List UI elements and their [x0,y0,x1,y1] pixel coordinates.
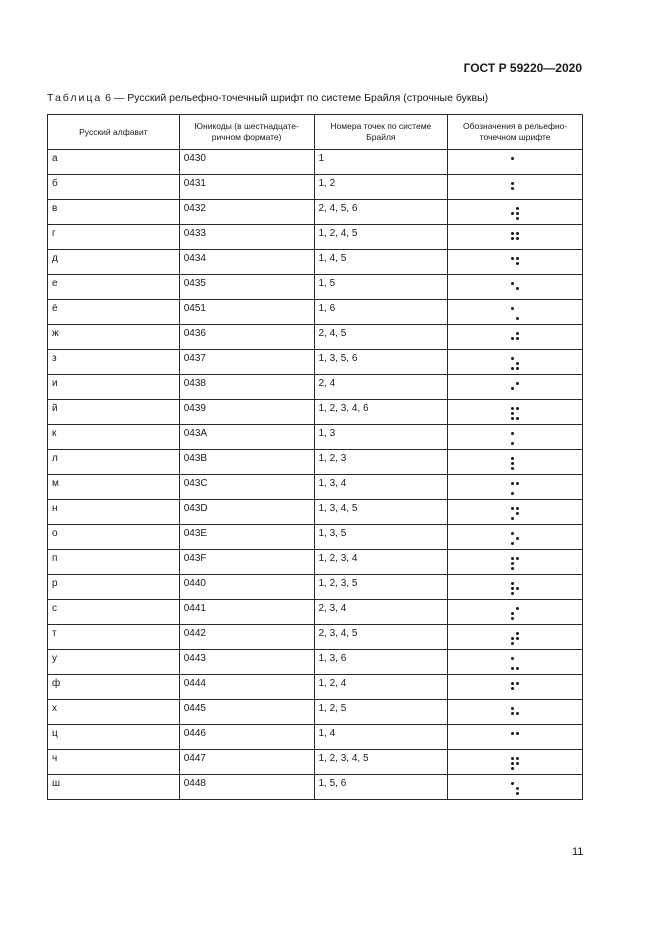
unicode-cell: 0440 [179,575,314,600]
braille-dot-6 [515,366,520,371]
dot-numbers-cell: 1, 3, 4, 5 [314,500,448,525]
table-row [48,500,583,525]
letter-cell: б [48,175,180,200]
braille-cell-icon [510,306,520,321]
table-row [48,650,583,675]
dot-numbers-cell: 2, 4, 5, 6 [314,200,448,225]
letter-cell: т [48,625,180,650]
table-row [48,600,583,625]
table-row [48,450,583,475]
page-number: 11 [572,846,584,858]
braille-dot-6 [515,191,520,196]
braille-dot-6 [515,441,520,446]
letter-cell: а [48,150,180,175]
braille-dot-6 [515,516,520,521]
dot-numbers-cell: 1, 3, 5 [314,525,448,550]
braille-dot-6 [515,641,520,646]
unicode-cell: 0451 [179,300,314,325]
table-row [48,475,583,500]
column-header-unicode: Юникоды (в шестнадцате-ричном формате) [179,115,314,150]
braille-dot-6 [515,791,520,796]
dot-numbers-cell: 1, 2, 5 [314,700,448,725]
unicode-cell: 043B [179,450,314,475]
braille-cell-icon [510,256,520,271]
table-caption-text: 6 — Русский рельефно-точечный шрифт по системе Брайля (строчные буквы) [102,92,489,104]
letter-cell: р [48,575,180,600]
braille-cell-icon [510,181,520,196]
dot-numbers-cell: 1, 4 [314,725,448,750]
unicode-cell: 0435 [179,275,314,300]
table-row [48,350,583,375]
letter-cell: к [48,425,180,450]
table-row [48,225,583,250]
unicode-cell: 0444 [179,675,314,700]
dot-numbers-cell: 1, 3 [314,425,448,450]
dot-numbers-cell: 2, 4, 5 [314,325,448,350]
braille-symbol-cell [448,325,583,350]
braille-dot-6 [515,266,520,271]
braille-symbol-cell [448,250,583,275]
braille-cell-icon [510,681,520,696]
unicode-cell: 0448 [179,775,314,800]
document-standard-number: ГОСТ Р 59220—2020 [463,61,582,75]
braille-symbol-cell [448,375,583,400]
braille-symbol-cell [448,400,583,425]
table-caption [47,92,488,104]
braille-dot-6 [515,291,520,296]
braille-symbol-cell [448,525,583,550]
braille-symbol-cell [448,775,583,800]
braille-symbol-cell [448,425,583,450]
braille-dot-6 [515,766,520,771]
table-row [48,275,583,300]
table-row [48,550,583,575]
braille-symbol-cell [448,625,583,650]
braille-cell-icon [510,481,520,496]
braille-cell-icon [510,431,520,446]
braille-symbol-cell [448,700,583,725]
dot-numbers-cell: 2, 3, 4, 5 [314,625,448,650]
unicode-cell: 0439 [179,400,314,425]
letter-cell: х [48,700,180,725]
braille-dot-6 [515,316,520,321]
unicode-cell: 043A [179,425,314,450]
table-row [48,625,583,650]
letter-cell: с [48,600,180,625]
braille-cell-icon [510,331,520,346]
unicode-cell: 0441 [179,600,314,625]
braille-cell-icon [510,356,520,371]
table-row [48,200,583,225]
braille-cell-icon [510,281,520,296]
braille-dot-6 [515,566,520,571]
braille-cell-icon [510,606,520,621]
braille-cell-icon [510,456,520,471]
letter-cell: и [48,375,180,400]
braille-symbol-cell [448,475,583,500]
table-caption-label: Таблица [47,92,103,104]
dot-numbers-cell: 1, 3, 6 [314,650,448,675]
dot-numbers-cell: 1, 2 [314,175,448,200]
letter-cell: о [48,525,180,550]
unicode-cell: 043E [179,525,314,550]
dot-numbers-cell: 1, 2, 4, 5 [314,225,448,250]
dot-numbers-cell: 1, 3, 5, 6 [314,350,448,375]
dot-numbers-cell: 1, 5, 6 [314,775,448,800]
column-header-alphabet: Русский алфавит [48,115,180,150]
table-row [48,400,583,425]
braille-symbol-cell [448,650,583,675]
braille-dot-6 [515,241,520,246]
braille-cell-icon [510,581,520,596]
letter-cell: е [48,275,180,300]
unicode-cell: 0431 [179,175,314,200]
braille-symbol-cell [448,725,583,750]
dot-numbers-cell: 1, 3, 4 [314,475,448,500]
braille-dot-6 [515,541,520,546]
braille-symbol-cell [448,600,583,625]
unicode-cell: 043D [179,500,314,525]
dot-numbers-cell: 2, 4 [314,375,448,400]
table-row [48,300,583,325]
letter-cell: у [48,650,180,675]
braille-dot-6 [515,216,520,221]
dot-numbers-cell: 1, 4, 5 [314,250,448,275]
letter-cell: л [48,450,180,475]
braille-symbol-cell [448,550,583,575]
braille-cell-icon [510,156,520,171]
braille-dot-6 [515,716,520,721]
dot-numbers-cell: 1, 2, 3, 4 [314,550,448,575]
unicode-cell: 0438 [179,375,314,400]
table-row [48,725,583,750]
table-row [48,700,583,725]
braille-dot-6 [515,616,520,621]
braille-cell-icon [510,531,520,546]
dot-numbers-cell: 1, 6 [314,300,448,325]
unicode-cell: 043C [179,475,314,500]
braille-symbol-cell [448,225,583,250]
table-row [48,250,583,275]
braille-symbol-cell [448,675,583,700]
letter-cell: н [48,500,180,525]
letter-cell: г [48,225,180,250]
letter-cell: ж [48,325,180,350]
unicode-cell: 0433 [179,225,314,250]
table-header-row [48,115,583,150]
unicode-cell: 0443 [179,650,314,675]
column-header-dot-numbers: Номера точек по системе Брайля [314,115,448,150]
dot-numbers-cell: 1, 2, 3, 4, 6 [314,400,448,425]
braille-symbol-cell [448,300,583,325]
braille-symbol-cell [448,575,583,600]
braille-cell-icon [510,781,520,796]
table-row [48,150,583,175]
table-row [48,775,583,800]
letter-cell: м [48,475,180,500]
braille-cell-icon [510,706,520,721]
braille-dot-6 [515,416,520,421]
unicode-cell: 0437 [179,350,314,375]
table-body [48,150,583,800]
braille-dot-6 [515,466,520,471]
dot-numbers-cell: 1 [314,150,448,175]
braille-symbol-cell [448,150,583,175]
letter-cell: з [48,350,180,375]
braille-symbol-cell [448,200,583,225]
letter-cell: й [48,400,180,425]
braille-cell-icon [510,556,520,571]
letter-cell: ё [48,300,180,325]
letter-cell: в [48,200,180,225]
braille-dot-6 [515,491,520,496]
braille-dot-6 [515,341,520,346]
unicode-cell: 0447 [179,750,314,775]
table-row [48,425,583,450]
table-row [48,175,583,200]
table-row [48,750,583,775]
braille-cell-icon [510,206,520,221]
dot-numbers-cell: 1, 2, 3, 4, 5 [314,750,448,775]
table-row [48,525,583,550]
braille-dot-6 [515,166,520,171]
unicode-cell: 0446 [179,725,314,750]
unicode-cell: 0434 [179,250,314,275]
braille-cell-icon [510,506,520,521]
unicode-cell: 0432 [179,200,314,225]
dot-numbers-cell: 2, 3, 4 [314,600,448,625]
letter-cell: п [48,550,180,575]
braille-cell-icon [510,656,520,671]
braille-cell-icon [510,406,520,421]
braille-symbol-cell [448,350,583,375]
braille-cell-icon [510,631,520,646]
table-row [48,675,583,700]
dot-numbers-cell: 1, 2, 4 [314,675,448,700]
braille-dot-6 [515,741,520,746]
letter-cell: ч [48,750,180,775]
dot-numbers-cell: 1, 2, 3 [314,450,448,475]
braille-symbol-cell [448,450,583,475]
letter-cell: ш [48,775,180,800]
braille-dot-6 [515,691,520,696]
letter-cell: д [48,250,180,275]
braille-symbol-cell [448,175,583,200]
braille-symbol-cell [448,750,583,775]
unicode-cell: 043F [179,550,314,575]
braille-dot-6 [515,391,520,396]
braille-cell-icon [510,756,520,771]
column-header-braille-symbol: Обозначения в рельефно-точечном шрифте [448,115,583,150]
braille-dot-6 [515,666,520,671]
braille-cell-icon [510,731,520,746]
table-row [48,325,583,350]
table-row [48,575,583,600]
braille-symbol-cell [448,275,583,300]
braille-symbol-cell [448,500,583,525]
braille-dot-6 [515,591,520,596]
dot-numbers-cell: 1, 2, 3, 5 [314,575,448,600]
unicode-cell: 0436 [179,325,314,350]
braille-cell-icon [510,231,520,246]
letter-cell: ц [48,725,180,750]
braille-cell-icon [510,381,520,396]
dot-numbers-cell: 1, 5 [314,275,448,300]
braille-table [47,114,583,800]
unicode-cell: 0430 [179,150,314,175]
table-row [48,375,583,400]
letter-cell: ф [48,675,180,700]
unicode-cell: 0445 [179,700,314,725]
unicode-cell: 0442 [179,625,314,650]
